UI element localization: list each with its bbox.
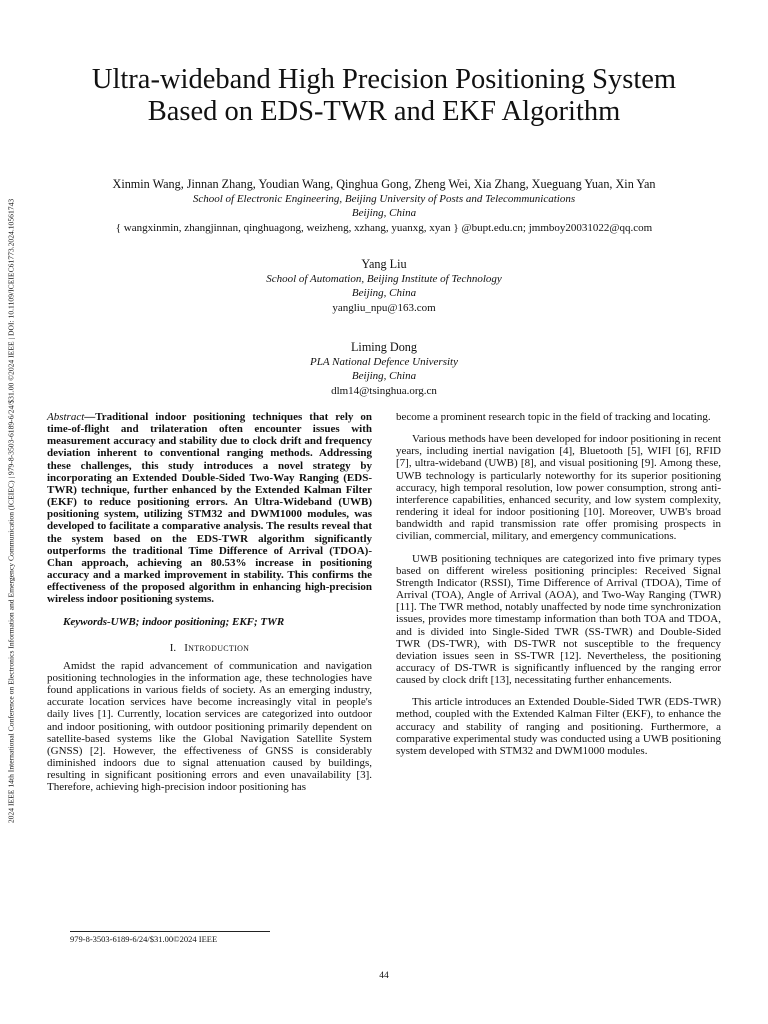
affiliation-main: School of Electronic Engineering, Beijing University of Posts and Telecommunications xyxy=(192,192,576,205)
abstract-body: —Traditional indoor positioning techniques that rely on time-of-flight and trilateration often encounter issues with measurement accuracy and stability due to clock drift and frequency deviation inherent to conventional ranging methods. Addressing these challenges, this study introduces a novel strategy by incorporating an Extended Double-Sided Two-Way Ranging (EDS-TWR) technique, further enhanced by the Extended Kalman Filter (EKF) to reduce positioning errors. An Ultra-Wideband (UWB) positioning system, utilizing STM32 and DWM1000 modules, was developed to facilitate a comparative analysis. The results reveal that the system based on the EDS-TWR algorithm significantly outperforms the traditional Time Difference of Arrival (TDOA)-Chan approach, achieving an 80.53% increase in positioning accuracy and a marked improvement in stability. This confirms the effectiveness of the proposed algorithm in enhancing high-precision wireless indoor positioning systems. xyxy=(47,411,372,606)
left-column xyxy=(47,411,372,804)
author-block-3 xyxy=(40,340,728,398)
city-3: Beijing, China xyxy=(351,370,417,382)
author-block-main xyxy=(40,177,728,235)
email-3: dlm14@tsinghua.org.cn xyxy=(331,384,437,397)
page-number: 44 xyxy=(379,971,389,981)
keywords: Keywords-UWB; indoor positioning; EKF; TWR xyxy=(63,615,285,628)
section-title: Introduction xyxy=(184,641,250,654)
author-name-3: Liming Dong xyxy=(350,340,417,354)
ieee-sidebar-citation xyxy=(4,108,18,914)
author-block-2 xyxy=(40,257,728,315)
abstract-label: Abstract xyxy=(47,411,85,423)
paper-title xyxy=(40,64,728,128)
author-names-main: Xinmin Wang, Jinnan Zhang, Youdian Wang, Qinghua Gong, Zheng Wei, Xia Zhang, Xueguang Yuan, Xin Yan xyxy=(112,177,656,191)
right-column xyxy=(396,411,721,767)
sidebar-citation-text: 2024 IEEE 14th International Conference on Electronics Information and Emergency Communication (ICEIEC) | 979-8-3503-6189-6/24/$31.00 ©2024 IEEE | DOI: 10.1109/ICEIEC61773.2024.10561743 xyxy=(6,198,16,824)
intro-paragraph-1-continued: become a prominent research topic in the field of tracking and locating. xyxy=(396,411,711,423)
copyright-footnote: 979-8-3503-6189-6/24/$31.00©2024 IEEE xyxy=(70,931,270,944)
city-main: Beijing, China xyxy=(351,207,417,219)
intro-paragraph-4: This article introduces an Extended Double-Sided TWR (EDS-TWR) method, coupled with the Extended Kalman Filter (EKF), to enhance the accuracy and stability of ranging and positioning. Furthermore, a comparative experimental study was conducted using a UWB positioning system developed with STM32 and DWM1000 modules. xyxy=(396,696,721,757)
section-number: I. xyxy=(169,641,177,654)
author-name-2: Yang Liu xyxy=(361,257,407,271)
email-main: { wangxinmin, zhangjinnan, qinghuagong, weizheng, xzhang, yuanxg, xyan } @bupt.edu.cn; jmmboy20031022@qq.com xyxy=(115,221,653,234)
abstract-paragraph xyxy=(47,411,372,606)
section-heading-introduction xyxy=(47,642,372,654)
city-2: Beijing, China xyxy=(351,287,417,299)
intro-paragraph-2: Various methods have been developed for indoor positioning in recent years, including inertial navigation [4], Bluetooth [5], WIFI [6], RFID [7], ultra-wideband (UWB) [8], and visual positioning [9]. Among these, UWB technology is particularly noteworthy for its superior positioning accuracy, high temporal resolution, low power consumption, strong anti-interference capabilities, enhanced security, and low system complexity, rendering it ideal for indoor positioning [10]. Moreover, UWB's broad bandwidth and rapid transmission rate offer promising prospects in civilian, commercial, military, and emergency communications. xyxy=(396,433,721,543)
affiliation-3: PLA National Defence University xyxy=(310,355,458,368)
title-line-1: Ultra-wideband High Precision Positioning System xyxy=(91,64,677,95)
email-2: yangliu_npu@163.com xyxy=(332,301,436,314)
title-line-2: Based on EDS-TWR and EKF Algorithm xyxy=(147,96,621,127)
intro-paragraph-3: UWB positioning techniques are categorized into five primary types based on different wireless positioning principles: Received Signal Strength Indicator (RSSI), Time Difference of Arrival (TDOA), Time of Arrival (TOA), Angle of Arrival (AOA), and Two-Way Ranging (TWR) [11]. The TWR method, notably unaffected by node time synchronization issues, provides more timestamp information than both TOA and TDOA, and is divided into Single-Sided TWR (SS-TWR) and Double-Sided TWR (DS-TWR), with DS-TWR not susceptible to the frequency deviation issues seen in SS-TWR [12]. Nevertheless, the positioning accuracy of DS-TWR is significantly influenced by the ranging error caused by clock drift [13], necessitating further enhancements. xyxy=(396,552,721,687)
affiliation-2: School of Automation, Beijing Institute of Technology xyxy=(266,272,502,285)
intro-paragraph-1: Amidst the rapid advancement of communication and navigation positioning technologies in the information age, these technologies have found applications in various fields of society. As an emerging industry, accurate location services have become increasingly vital in people's daily lives [1]. Currently, location services are categorized into outdoor and indoor positioning, with outdoor positioning primarily dependent on satellite-based systems like the Global Navigation Satellite System (GNSS) [2]. However, the effectiveness of GNSS is considerably diminished indoors due to signal attenuation caused by buildings, resulting in significant positioning errors and even unavailability [3]. Therefore, achieving high-precision indoor positioning has xyxy=(47,659,372,794)
